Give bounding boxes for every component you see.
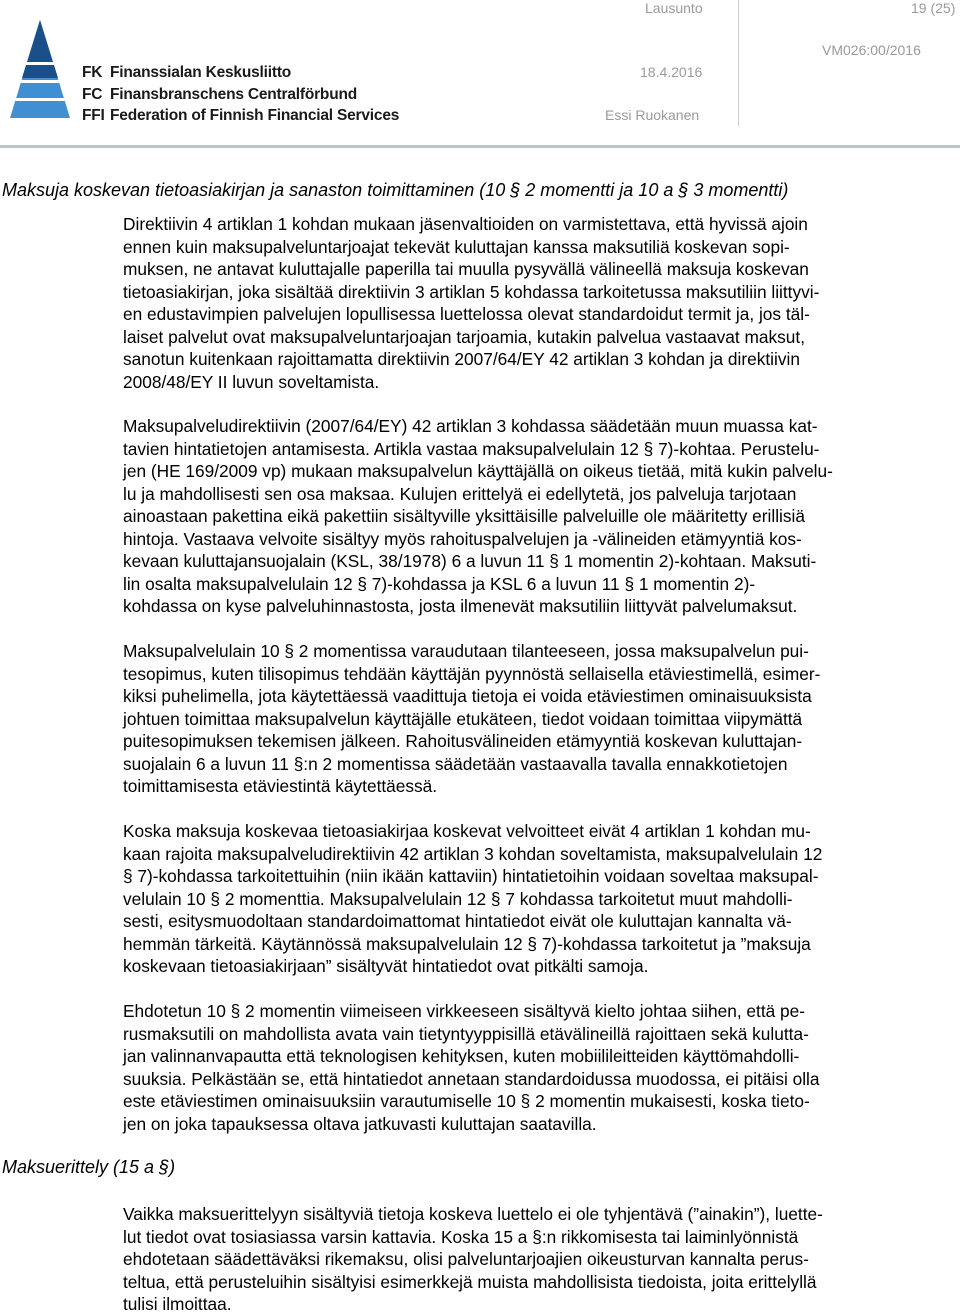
paragraph-2: Maksupalveludirektiivin (2007/64/EY) 42 artiklan 3 kohdassa säädetään muun muassa kat- tavien hintatietojen antamisesta. Artikla vastaa maksupalvelulain 12 § 7)-kohtaa. Perustelu- jen (HE 169/2009 vp) mukaan maksupalvelun käyttäjällä on oikeus tietää, mitä kukin palvelu- lu ja mahdollisesti sen osa maksaa. Kulujen erittelyä ei edellytetä, jos palveluja tarjotaan ainoastaan pakettina eikä pakettiin sisältyville yksittäisille palveluille ole määritetty erillisiä hintoja. Vastaava velvoite sisältyy myös rahoituspalvelujen ja -välineiden etämyyntiä kos- kevaan kuluttajansuojalain (KSL, 38/1978) 6 a luvun 11 § 1 momentin 2)-kohtaan. Maksuti- lin osalta maksupalvelulain 12 § 7)-kohdassa ja KSL 6 a luvun 11 § 1 momentin 2)- kohdassa on kyse palveluhinnastosta, josta ilmenevät maksutiliin liittyvät palvelumaksut.: [123, 416, 833, 616]
paragraph-5: Ehdotetun 10 § 2 momentin viimeiseen virkkeeseen sisältyvä kielto johtaa siihen, että pe- rusmaksutili on mahdollista avata vain tietyntyyppisillä etävälineillä rajoittaen sekä kulutta- jan valinnanvapautta että teknologisen kehityksen, kuten mobiilileitteiden käyttömahdolli- suuksia. Pelkästään se, että hintatiedot annetaan standardoidussa muodossa, ei pitäisi olla este etäviestimen ominaisuuksiin varautumiselle 10 § 2 momentin mukaisesti, koska tieto- jen on joka tapauksessa oltava jatkuvasti kuluttajan saatavilla.: [123, 1001, 820, 1134]
paragraph-6: Vaikka maksuerittelyyn sisältyviä tietoja koskeva luettelo ei ole tyhjentävä (”ainakin”), luette- lut tiedot ovat tosiasiassa varsin kattavia. Koska 15 a §:n rikkomisesta tai laiminlyönnistä ehdotetaan säädettäväksi rikemaksu, olisi palveluntarjoajien oikeusturvan kannalta perus- teltua, että perusteluihin sisältyisi esimerkkejä muista mahdollisista tiedoista, joita erittelyllä tulisi ilmoittaa.: [123, 1204, 823, 1314]
header-divider: [738, 0, 739, 126]
doc-type: Lausunto: [645, 0, 703, 16]
org-name-en: FFI Federation of Finnish Financial Services: [82, 107, 400, 124]
section-heading-fee-statement: Maksuerittely (15 a §): [2, 1157, 176, 1177]
section-heading-fee-document: Maksuja koskevan tietoasiakirjan ja sanaston toimittaminen (10 § 2 momentti ja 10 a § 3 momentti): [2, 180, 789, 200]
paragraph-3: Maksupalvelulain 10 § 2 momentissa varaudutaan tilanteeseen, jossa maksupalvelun pui- tesopimus, kuten tilisopimus tehdään käyttäjän pyynnöstä sellaisella etäviestimellä, esimer- kiksi puhelimella, jota käytettäessä vaadittuja tietoja ei voida etäviestimen ominaisuuksista johtuen toimittaa maksupalvelun käyttäjälle etukäteen, tiedot voidaan toimittaa viipymättä puitesopimuksen tekemisen jälkeen. Rahoitusvälineiden etämyyntiä koskevan kuluttajan- suojalain 6 a luvun 11 §:n 2 momentissa säädetään vastaavalla tavalla ennakkotietojen toimittamisesta etäviestintä käytettäessä.: [123, 641, 821, 796]
org-name-sv: FC Finansbranschens Centralförbund: [82, 86, 357, 103]
page-header: [0, 0, 960, 150]
header-rule: [0, 145, 960, 148]
page-number: 19 (25): [911, 0, 956, 16]
paragraph-4: Koska maksuja koskevaa tietoasiakirjaa koskevat velvoitteet eivät 4 artiklan 1 kohdan mu- kaan rajoita maksupalveludirektiivin 42 artiklan 3 kohdan soveltamista, maksupalvelulain 12 § 7)-kohdassa tarkoitettuihin (niin ikään kattaviin) hintatietoihin voidaan soveltaa maksupal- velulain 10 § 2 momenttia. Maksupalvelulain 12 § 7 kohdassa tarkoitetut muut mahdolli- sesti, esitysmuodoltaan standardoimattomat hintatiedot eivät ole kuluttajan kannalta vä- hemmän tärkeitä. Käytännössä maksupalvelulain 12 § 7)-kohdassa tarkoitetut ja ”maksuja koskevaan tietoasiakirjaan” sisältyvät hintatiedot ovat pitkälti samoja.: [123, 821, 823, 976]
author: Essi Ruokanen: [605, 107, 700, 123]
paragraph-1: Direktiivin 4 artiklan 1 kohdan mukaan jäsenvaltioiden on varmistettava, että hyvissä ajoin ennen kuin maksupalveluntarjoajat tekevät kuluttajan kanssa maksutiliä koskevan sopi- muksen, ne antavat kuluttajalle paperilla tai muulla pysyvällä välineellä maksuja koskevan tietoasiakirjan, joka sisältää direktiivin 3 artiklan 5 kohdassa tarkoitetussa maksutiliin liittyvi- en edustavimpien palvelujen lopullisessa luettelossa olevat standardoidut termit ja, jos täl- laiset palvelut ovat maksupalveluntarjoajan tarjoamia, kutakin palvelua vastaavat maksut, sanotun kuitenkaan rajoittamatta direktiivin 2007/64/EY 42 artiklan 3 kohdan ja direktiivin 2008/48/EY II luvun soveltamista.: [123, 214, 820, 392]
ffi-logo-icon: [0, 18, 80, 126]
reference-number: VM026:00/2016: [822, 42, 921, 58]
doc-date: 18.4.2016: [640, 64, 703, 80]
org-name-fi: FK Finanssialan Keskusliitto: [82, 64, 292, 81]
